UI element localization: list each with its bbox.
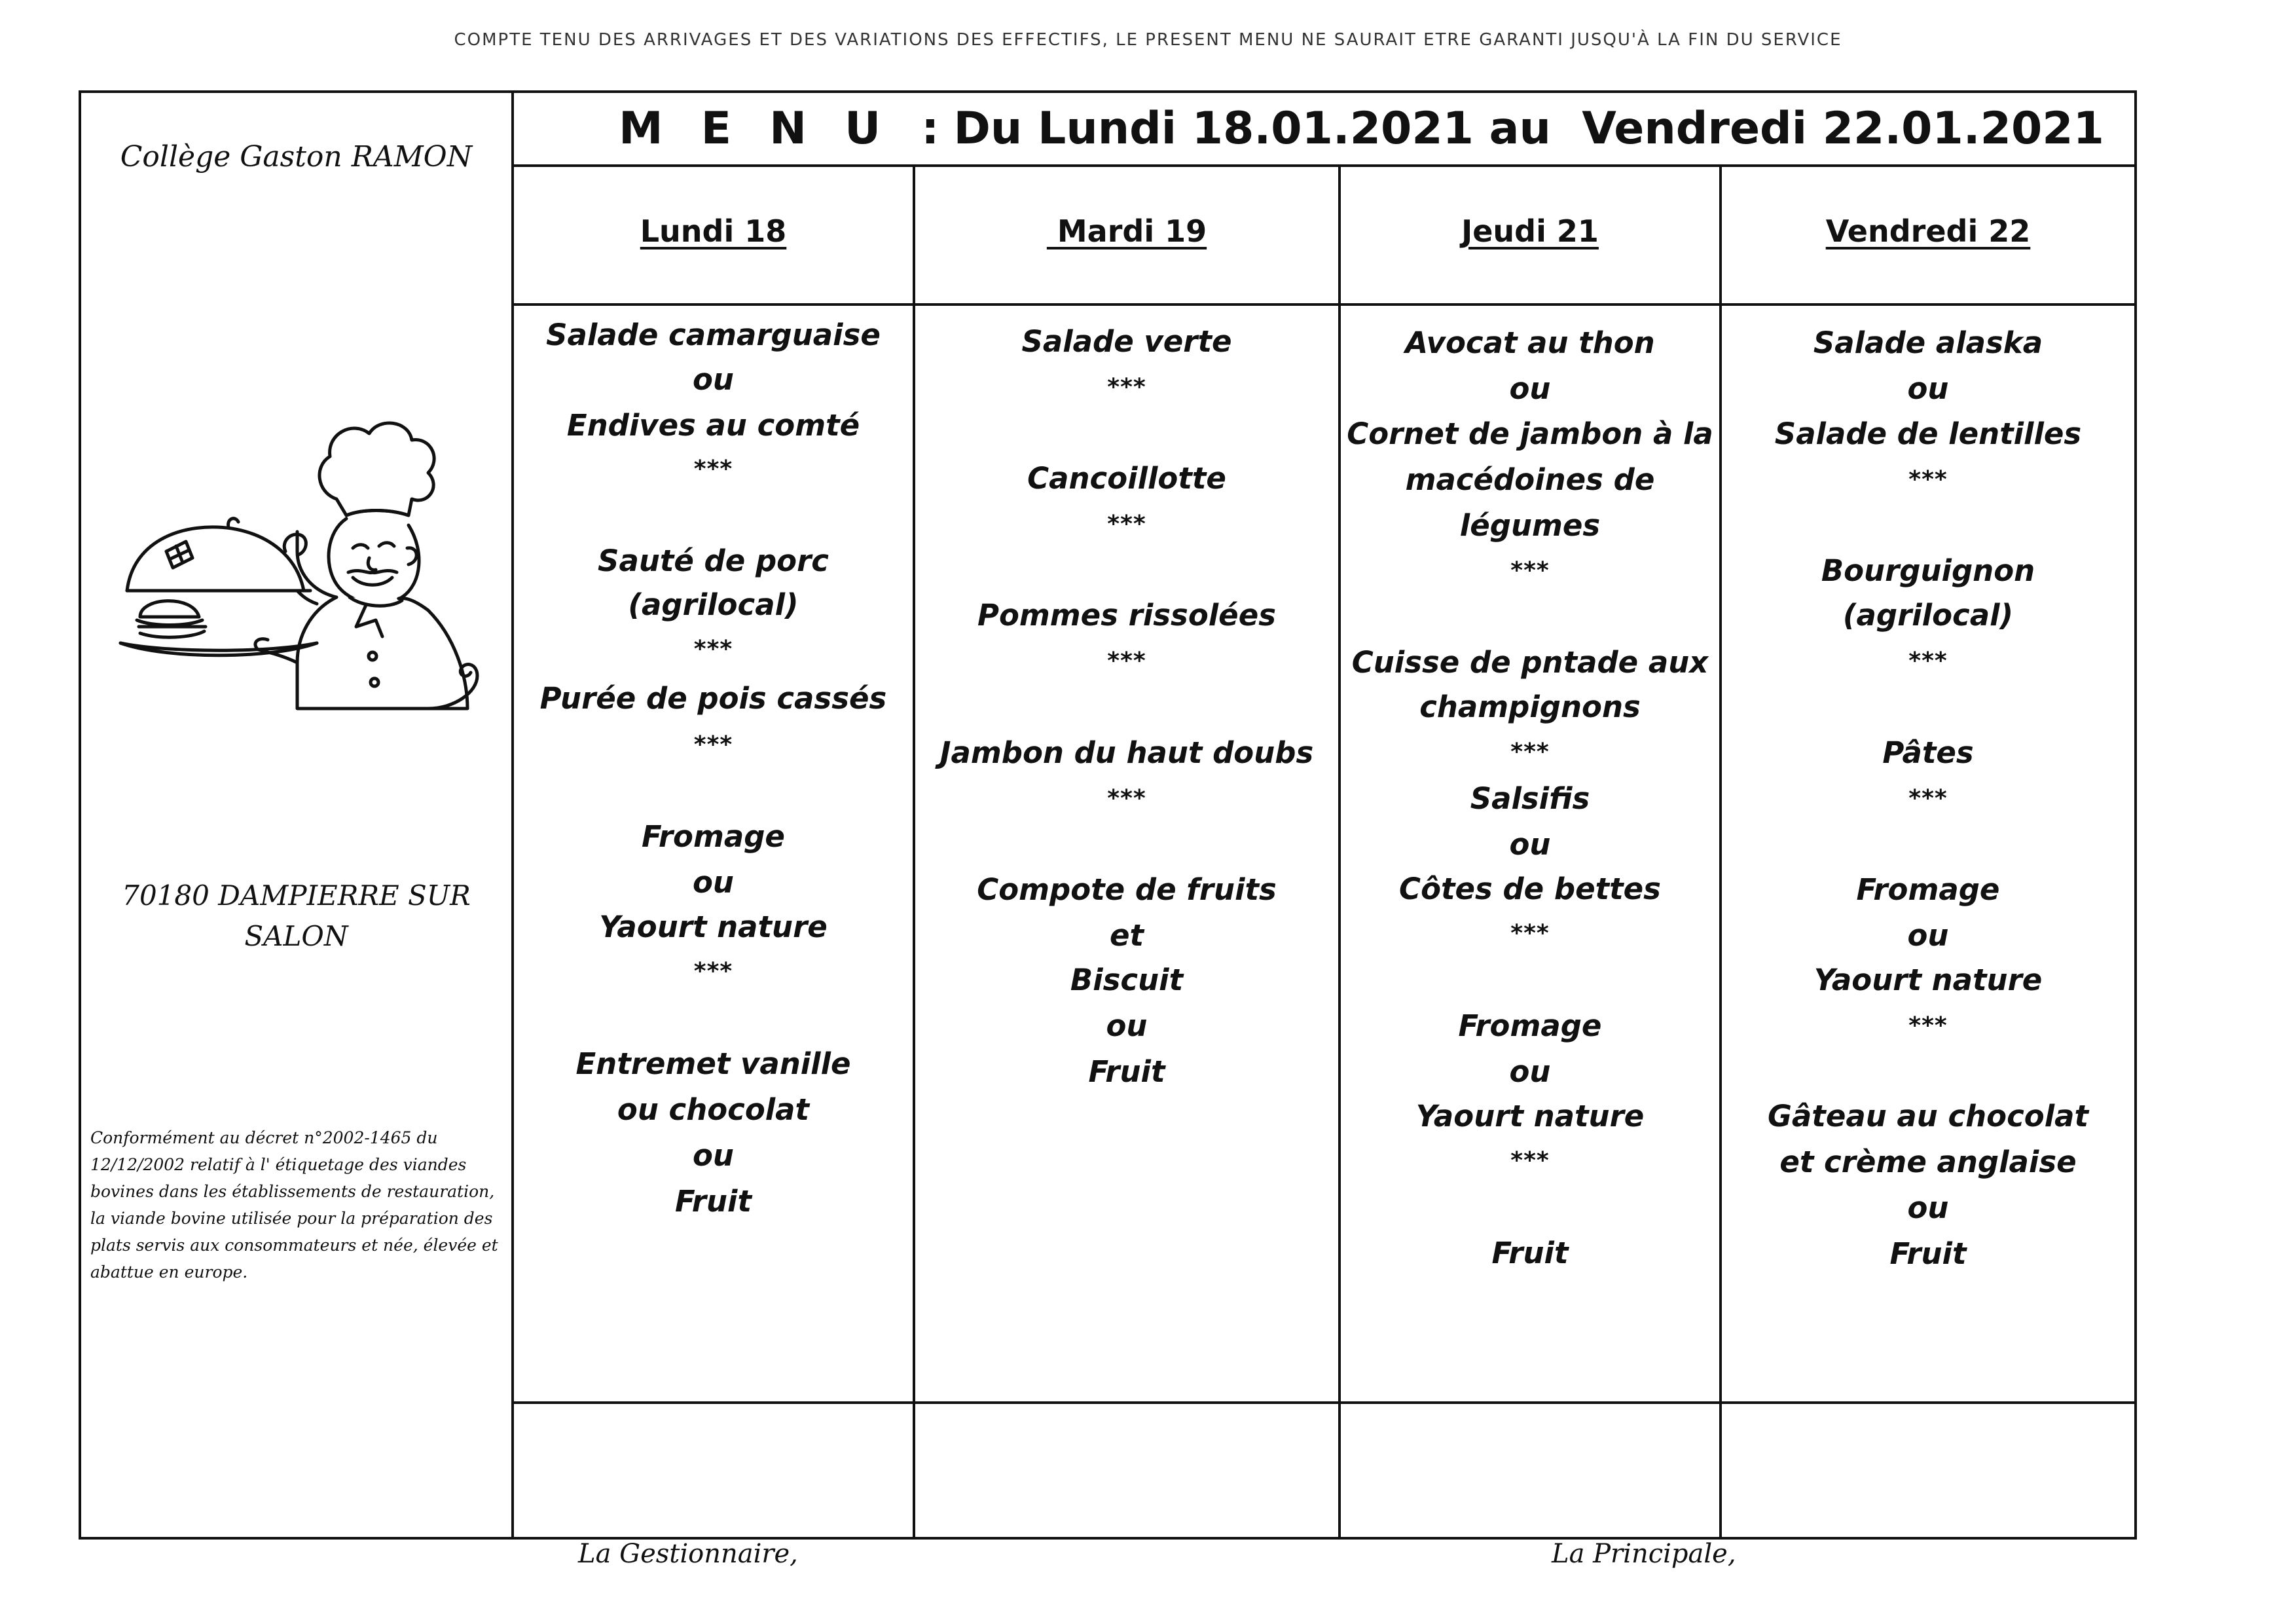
title-date-range: Du Lundi 18.01.2021 au Vendredi 22.01.2021	[953, 103, 2104, 155]
menu-item: Salade alaska	[1813, 325, 2043, 360]
title-menu-word: MENU	[619, 103, 919, 155]
menu-item: ou	[1509, 1054, 1551, 1089]
course-separator: ***	[1908, 466, 1948, 493]
address-line-1: 70180 DAMPIERRE SUR	[122, 879, 471, 912]
day-column-vendredi	[1722, 167, 2134, 1537]
menu-item: Fromage	[642, 819, 785, 854]
day-label: Jeudi 21	[1461, 213, 1599, 249]
menu-item: et crème anglaise	[1779, 1145, 2077, 1179]
menu-item: Pommes rissolées	[977, 598, 1276, 633]
day-header	[1341, 167, 1719, 306]
menu-item: Biscuit	[1070, 963, 1184, 997]
menu-item: légumes	[1459, 508, 1601, 543]
menu-item: champignons	[1419, 690, 1641, 724]
signature-principale: La Principale,	[1552, 1539, 1736, 1569]
menu-item: Salade verte	[1021, 324, 1232, 359]
menu-item: ou	[1907, 371, 1949, 406]
menu-item: Cuisse de pntade aux	[1351, 645, 1709, 680]
menu-item: (agrilocal)	[628, 587, 799, 622]
menu-item: Fruit	[675, 1184, 752, 1219]
title-separator: :	[921, 103, 939, 155]
menu-item: Compote de fruits	[977, 872, 1277, 907]
chef-illustration	[101, 401, 494, 722]
menu-item: Purée de pois cassés	[539, 681, 887, 716]
course-separator: ***	[1107, 785, 1146, 812]
menu-item: macédoines de	[1405, 462, 1655, 497]
menu-item: ou	[693, 1138, 734, 1173]
day-column-jeudi	[1341, 167, 1722, 1537]
beef-origin-notice: Conformément au décret n°2002-1465 du 12/12/2002 relatif à l' étiquetage des viandes bovines dans les établissements de restauration, la viande bovine utilisée pour la préparation des plats servis aux consommateurs et née, élevée et abattue en europe.	[90, 1128, 498, 1282]
day-menu	[1722, 306, 2134, 1404]
menu-item: Fruit	[1088, 1054, 1165, 1089]
menu-item: Cancoillotte	[1027, 461, 1226, 496]
day-column-lundi	[514, 167, 915, 1537]
menu-item: Salsifis	[1470, 781, 1590, 816]
day-header	[514, 167, 913, 306]
course-separator: ***	[693, 636, 733, 663]
menu-item: Pâtes	[1882, 735, 1974, 770]
course-separator: ***	[1107, 648, 1146, 674]
day-header	[915, 167, 1338, 306]
menu-item: ou chocolat	[617, 1092, 810, 1127]
menu-item: Cornet de jambon à la	[1347, 416, 1713, 451]
menu-frame	[79, 90, 2137, 1540]
menu-item: Avocat au thon	[1405, 325, 1655, 360]
address-line-2: SALON	[244, 920, 348, 952]
menu-item: Yaourt nature	[599, 910, 828, 944]
day-column-mardi	[915, 167, 1341, 1537]
course-separator: ***	[1107, 374, 1146, 401]
menu-title	[514, 93, 2134, 167]
course-separator: ***	[1510, 557, 1550, 584]
menu-item: Sauté de porc	[598, 544, 829, 578]
menu-item: Fruit	[1491, 1236, 1569, 1270]
course-separator: ***	[1107, 511, 1146, 538]
menu-item: Yaourt nature	[1415, 1099, 1645, 1134]
course-separator: ***	[693, 958, 733, 985]
menu-grid	[514, 167, 2134, 1537]
menu-item: Côtes de bettes	[1399, 872, 1661, 906]
menu-item: Entremet vanille	[575, 1046, 851, 1081]
day-label: Vendredi 22	[1825, 213, 2031, 249]
signature-gestionnaire: La Gestionnaire,	[578, 1539, 798, 1569]
course-separator: ***	[1908, 1012, 1948, 1039]
day-menu	[915, 306, 1338, 1404]
menu-item: ou	[1907, 1190, 1949, 1225]
menu-item: Fruit	[1889, 1236, 1967, 1271]
menu-item: ou	[1509, 371, 1551, 406]
course-separator: ***	[1510, 920, 1550, 947]
course-separator: ***	[1510, 1147, 1550, 1174]
menu-item: Fromage	[1458, 1008, 1602, 1043]
menu-item: et	[1109, 918, 1144, 953]
school-address	[81, 876, 511, 957]
menu-item: Gâteau au chocolat	[1768, 1099, 2088, 1134]
menu-item: ou	[693, 362, 734, 397]
menu-item: Endives au comté	[566, 408, 860, 443]
menu-item: ou	[1106, 1008, 1148, 1043]
school-name: Collège Gaston RAMON	[120, 140, 473, 174]
menu-item: ou	[1509, 827, 1551, 862]
menu-item: Bourguignon	[1821, 553, 2035, 588]
day-menu	[514, 306, 913, 1404]
course-separator: ***	[1908, 648, 1948, 674]
menu-item: Yaourt nature	[1813, 963, 2043, 997]
course-separator: ***	[693, 456, 733, 483]
day-header	[1722, 167, 2134, 306]
left-panel	[81, 93, 514, 1537]
menu-item: Salade de lentilles	[1774, 416, 2082, 451]
course-separator: ***	[693, 731, 733, 758]
service-disclaimer: COMPTE TENU DES ARRIVAGES ET DES VARIATIONS DES EFFECTIFS, LE PRESENT MENU NE SAURAIT ETRE GARANTI JUSQU'À LA FIN DU SERVICE	[454, 30, 1842, 50]
menu-item: ou	[1907, 918, 1949, 953]
menu-item: Salade camarguaise	[546, 318, 881, 352]
course-separator: ***	[1510, 739, 1550, 766]
day-menu	[1341, 306, 1719, 1404]
day-label: Mardi 19	[1046, 213, 1207, 249]
day-label: Lundi 18	[640, 213, 787, 249]
course-separator: ***	[1908, 785, 1948, 812]
menu-item: Jambon du haut doubs	[939, 735, 1314, 770]
menu-item: (agrilocal)	[1842, 598, 2014, 633]
menu-item: ou	[693, 865, 734, 900]
menu-item: Fromage	[1856, 872, 2000, 907]
